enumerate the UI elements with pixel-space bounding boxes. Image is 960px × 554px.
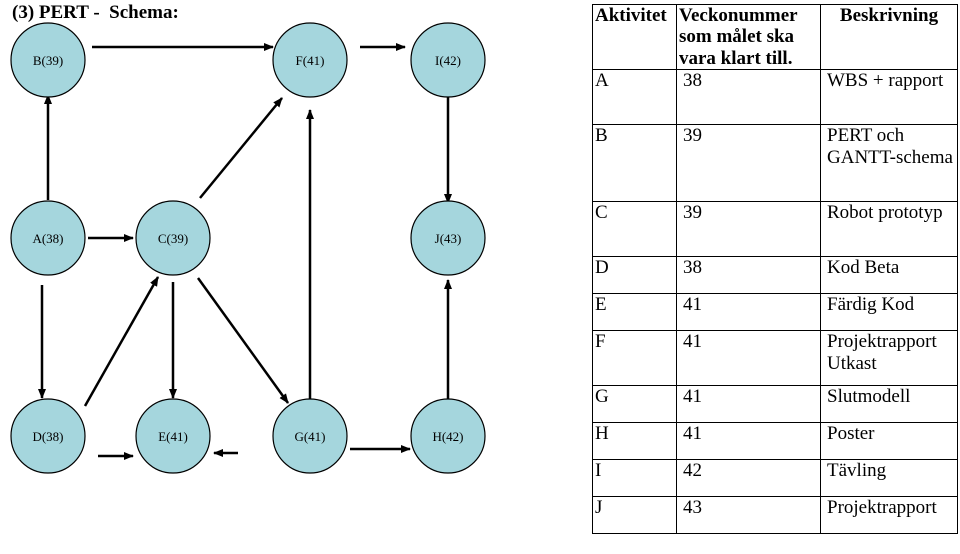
node-j [411,201,485,275]
cell-week: 39 [677,125,821,202]
edge-c-f [200,98,282,198]
node-label: E(41) [158,429,188,444]
cell-week: 42 [677,460,821,497]
table-row [593,294,958,331]
node-d [11,399,85,473]
node-label: F(41) [295,53,325,68]
table-row [593,497,958,534]
node-label: B(39) [32,53,64,68]
node-label: A(38) [32,231,64,246]
cell-activity: I [593,460,677,497]
node-label: D(38) [32,429,64,444]
node-c [136,201,210,275]
cell-week: 41 [677,294,821,331]
activity-table [592,4,958,534]
node-label: C(39) [157,231,189,246]
node-h [411,399,485,473]
cell-week: 41 [677,331,821,386]
header-description: Beskrivning [821,5,958,70]
table-row [593,257,958,294]
cell-description: Projektrapport [821,497,958,534]
cell-description: Poster [821,423,958,460]
table-row [593,423,958,460]
table-row [593,202,958,257]
node-f [273,23,347,97]
header-week: Veckonummer som målet ska vara klart till. [677,5,821,70]
node-i [411,23,485,97]
cell-activity: G [593,386,677,423]
node-b [11,23,85,97]
cell-activity: J [593,497,677,534]
edge-d-c [85,277,158,406]
node-label: I(42) [435,53,461,68]
nodes-layer [11,23,485,473]
node-label: G(41) [294,429,326,444]
header-activity: Aktivitet [593,5,677,70]
cell-description: PERT och GANTT-schema [821,125,958,202]
page-title: (3) PERT - Schema: [12,2,179,23]
node-a [11,201,85,275]
cell-description: Slutmodell [821,386,958,423]
table-row [593,386,958,423]
cell-week: 38 [677,257,821,294]
node-g [273,399,347,473]
table-row [593,331,958,386]
cell-description: Robot prototyp [821,202,958,257]
cell-week: 39 [677,202,821,257]
table-row [593,70,958,125]
cell-activity: E [593,294,677,331]
cell-activity: F [593,331,677,386]
cell-week: 41 [677,386,821,423]
table-row [593,125,958,202]
cell-week: 43 [677,497,821,534]
node-label: H(42) [432,429,464,444]
cell-activity: A [593,70,677,125]
cell-activity: D [593,257,677,294]
table-body [593,70,958,534]
cell-activity: C [593,202,677,257]
cell-week: 41 [677,423,821,460]
cell-description: Kod Beta [821,257,958,294]
cell-description: Tävling [821,460,958,497]
table-header-row [593,5,958,70]
cell-description: Färdig Kod [821,294,958,331]
cell-description: Projektrapport Utkast [821,331,958,386]
node-e [136,399,210,473]
cell-description: WBS + rapport [821,70,958,125]
edges-layer [42,47,448,456]
node-label: J(43) [434,231,462,246]
cell-activity: B [593,125,677,202]
table-row [593,460,958,497]
cell-activity: H [593,423,677,460]
edge-c-g [198,278,288,403]
cell-week: 38 [677,70,821,125]
